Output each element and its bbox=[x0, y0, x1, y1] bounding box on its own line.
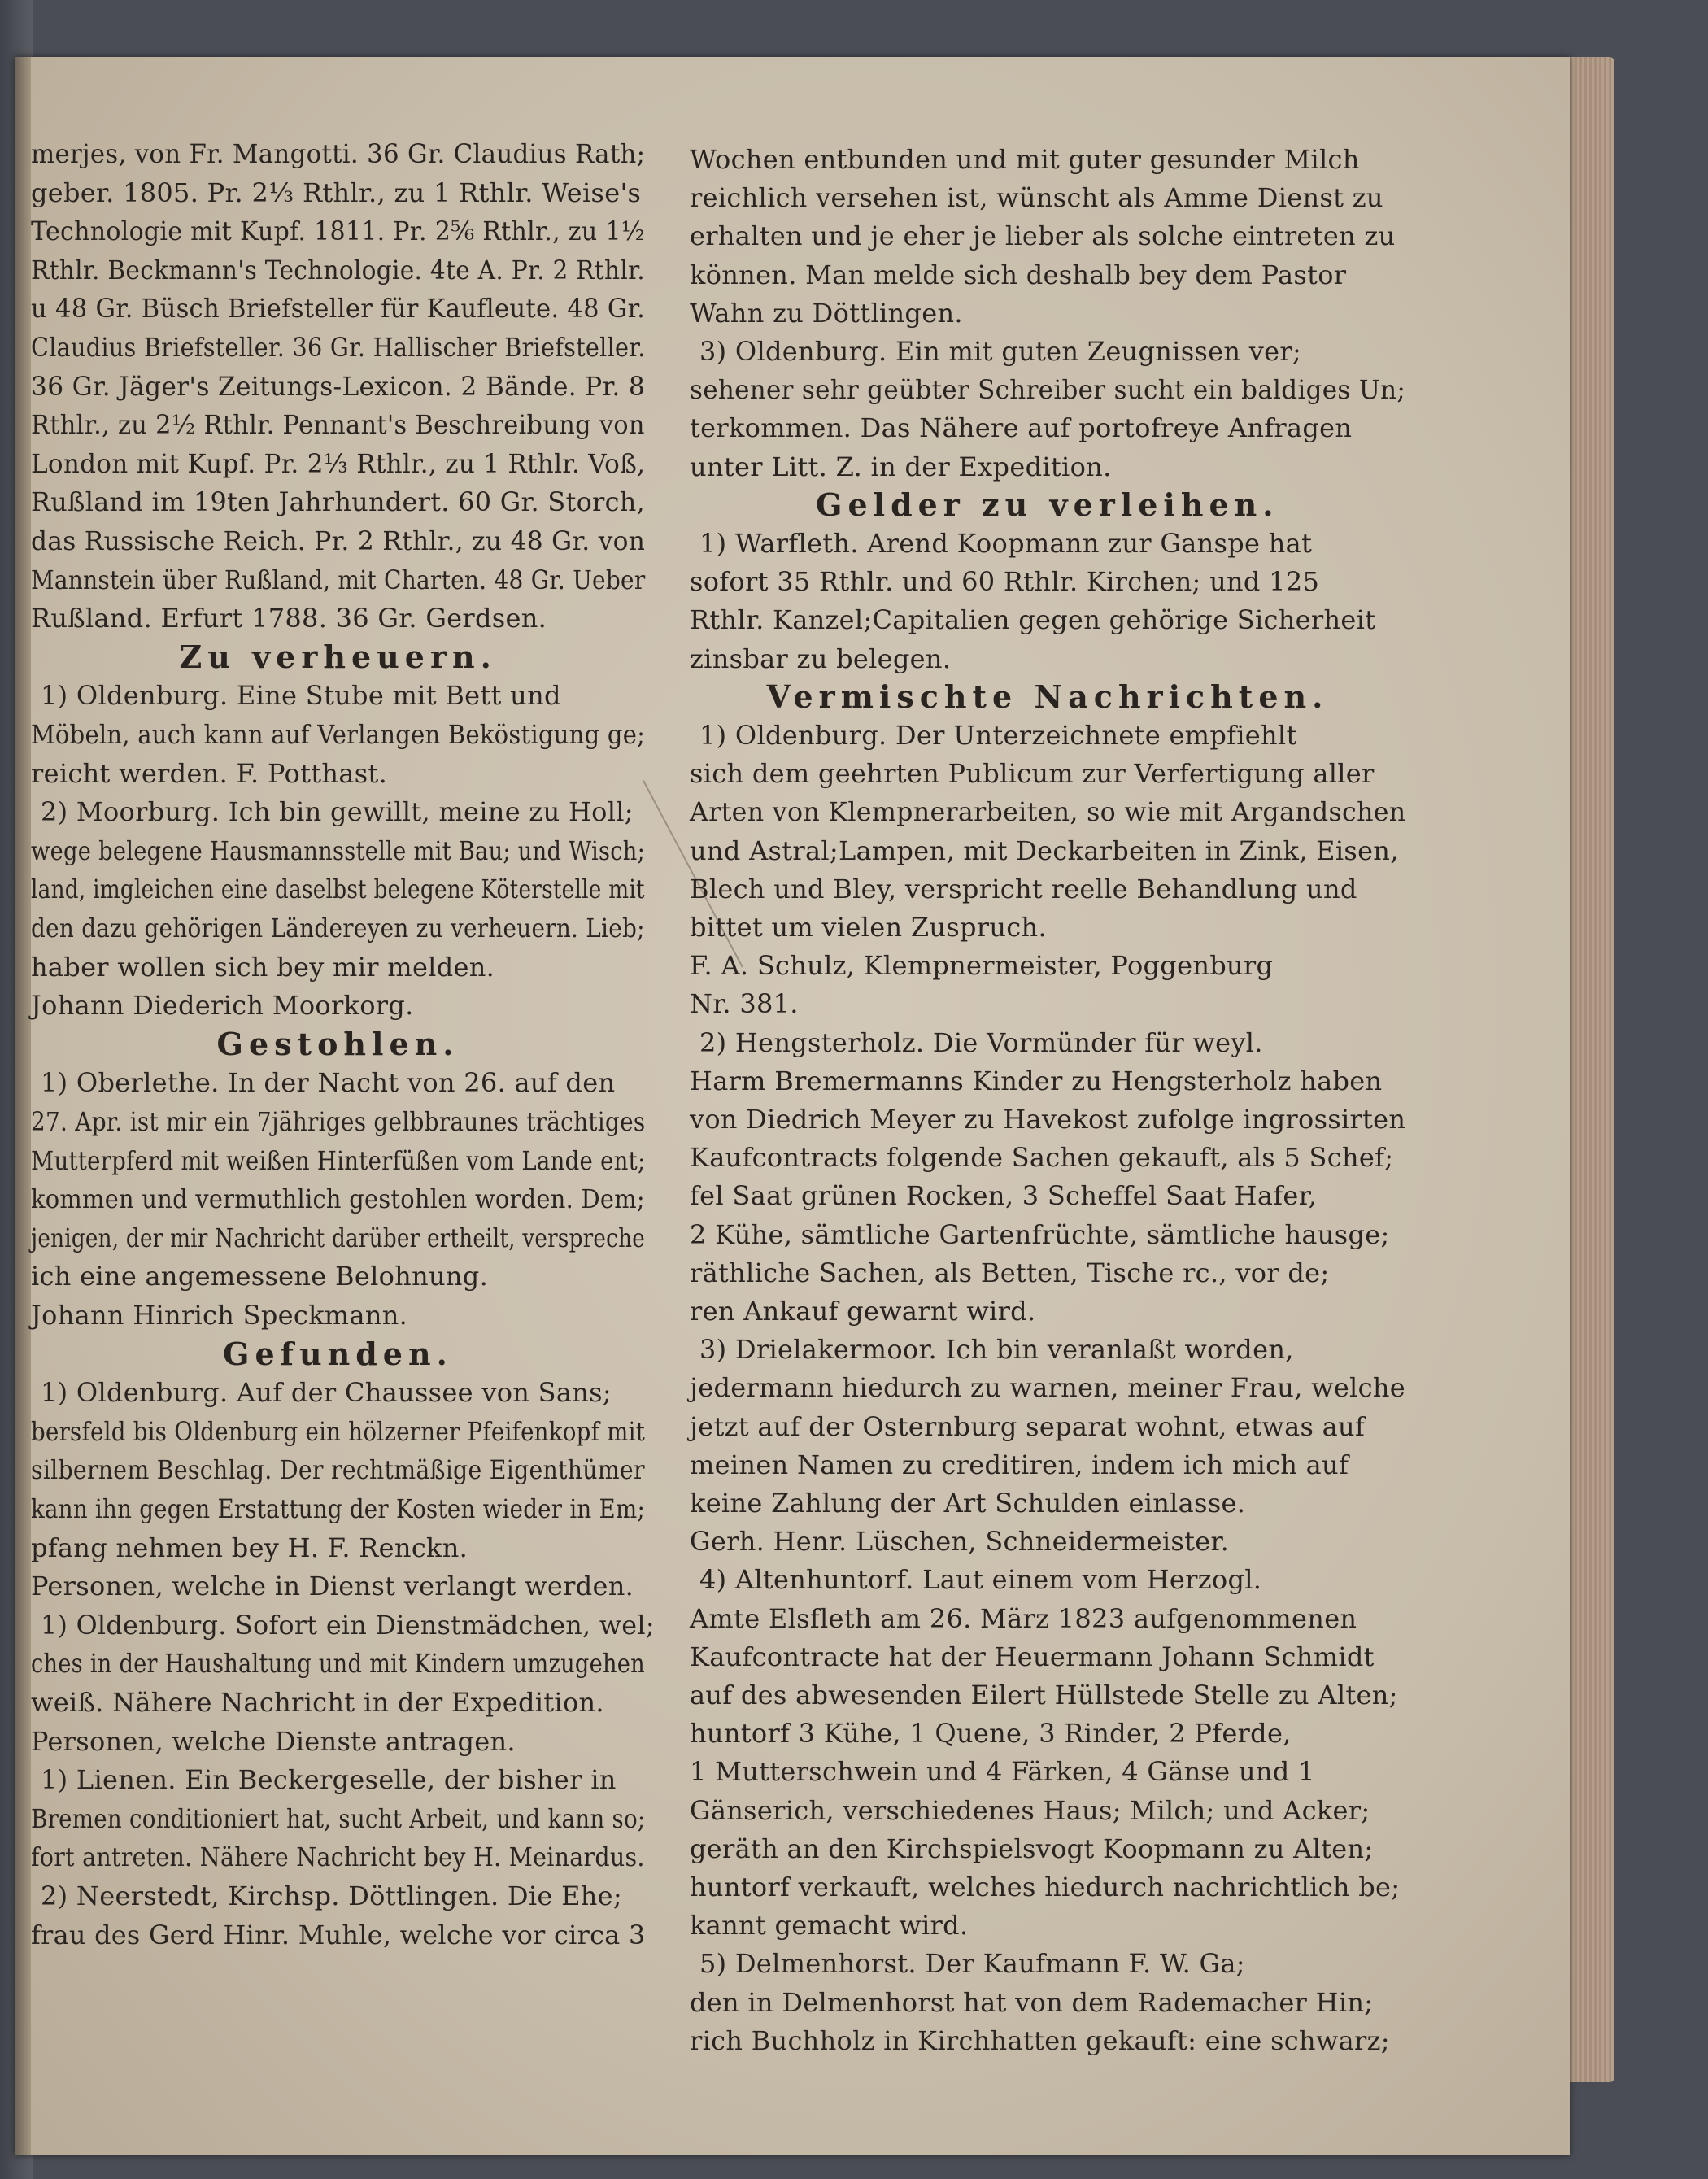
right-column-line: unter Litt. Z. in der Expedition. bbox=[690, 451, 1112, 482]
left-column-line: Technologie mit Kupf. 1811. Pr. 2⅚ Rthlr., zu 1½ bbox=[31, 216, 646, 247]
left-column-line: Personen, welche in Dienst verlangt werden. bbox=[31, 1571, 634, 1602]
right-column-line: 2) Hengsterholz. Die Vormünder für weyl. bbox=[699, 1026, 1263, 1058]
right-column-line: keine Zahlung der Art Schulden einlasse. bbox=[690, 1488, 1246, 1519]
right-column-line: sich dem geehrten Publicum zur Verfertigung aller bbox=[690, 758, 1375, 790]
right-column-line: Harm Bremermanns Kinder zu Hengsterholz haben bbox=[690, 1065, 1383, 1096]
section-heading: Gestohlen. bbox=[216, 1025, 460, 1062]
left-column-line: silbernem Beschlag. Der rechtmäßige Eigenthümer bbox=[31, 1454, 645, 1486]
left-column-line: wege belegene Hausmannsstelle mit Bau; und Wisch; bbox=[31, 835, 646, 866]
right-column-line: auf des abwesenden Eilert Hüllstede Stelle zu Alten; bbox=[690, 1680, 1398, 1711]
left-column-line: 1) Oldenburg. Auf der Chaussee von Sans; bbox=[41, 1377, 612, 1409]
right-column-line: huntorf verkauft, welches hiedurch nachrichtlich be; bbox=[690, 1872, 1401, 1902]
left-column-line: Rthlr., zu 2½ Rthlr. Pennant's Beschreibung von bbox=[31, 409, 645, 441]
left-column-line: Mannstein über Rußland, mit Charten. 48 Gr. Ueber bbox=[31, 564, 646, 595]
left-column-line: Johann Hinrich Speckmann. bbox=[31, 1300, 408, 1331]
right-column-line: 3) Oldenburg. Ein mit guten Zeugnissen ver; bbox=[699, 336, 1302, 367]
binding-gutter bbox=[15, 57, 31, 2155]
right-column-line: Kaufcontracts folgende Sachen gekauft, als 5 Schef; bbox=[690, 1142, 1394, 1174]
right-column-line: huntorf 3 Kühe, 1 Quene, 3 Rinder, 2 Pferde, bbox=[690, 1718, 1292, 1750]
right-column-line: rich Buchholz in Kirchhatten gekauft: eine schwarz; bbox=[690, 2024, 1390, 2056]
right-column-line: terkommen. Das Nähere auf portofreye Anfragen bbox=[690, 412, 1353, 444]
left-column-line: u 48 Gr. Büsch Briefsteller für Kaufleute. 48 Gr. bbox=[31, 293, 646, 325]
left-column-line: 27. Apr. ist mir ein 7jähriges gelbbraunes trächtiges bbox=[31, 1106, 646, 1137]
right-column-line: bittet um vielen Zuspruch. bbox=[690, 912, 1047, 943]
right-column-line: Amte Elsfleth am 26. März 1823 aufgenommenen bbox=[690, 1602, 1357, 1634]
left-column-line: London mit Kupf. Pr. 2⅓ Rthlr., zu 1 Rthlr. Voß, bbox=[31, 447, 646, 479]
right-column-line: und Astral;Lampen, mit Deckarbeiten in Zink, Eisen, bbox=[690, 835, 1399, 866]
section-heading: Vermischte Nachrichten. bbox=[766, 678, 1329, 715]
left-column-line: Bremen conditioniert hat, sucht Arbeit, und kann so; bbox=[31, 1802, 646, 1834]
left-column-line: frau des Gerd Hinr. Muhle, welche vor circa 3 bbox=[31, 1919, 646, 1950]
right-column-line: Gänserich, verschiedenes Haus; Milch; und Acker; bbox=[690, 1794, 1370, 1826]
left-column-line: reicht werden. F. Potthast. bbox=[31, 757, 388, 789]
left-column-line: Mutterpferd mit weißen Hinterfüßen vom Lande ent; bbox=[31, 1144, 646, 1176]
left-column-line: Claudius Briefsteller. 36 Gr. Hallischer Briefsteller. bbox=[31, 332, 646, 363]
section-heading: Gefunden. bbox=[223, 1335, 453, 1372]
left-column-line: geber. 1805. Pr. 2⅓ Rthlr., zu 1 Rthlr. Weise's bbox=[31, 176, 642, 208]
left-column-line: bersfeld bis Oldenburg ein hölzerner Pfeifenkopf mit bbox=[31, 1415, 646, 1447]
left-column-line: Rußland. Erfurt 1788. 36 Gr. Gerdsen. bbox=[31, 603, 547, 634]
left-column-line: merjes, von Fr. Mangotti. 36 Gr. Claudius Rath; bbox=[31, 138, 646, 169]
right-column-line: Rthlr. Kanzel;Capitalien gegen gehörige Sicherheit bbox=[690, 604, 1376, 636]
right-column-line: geräth an den Kirchspielsvogt Koopmann zu Alten; bbox=[690, 1833, 1374, 1864]
left-column-line: 1) Lienen. Ein Beckergeselle, der bisher in bbox=[41, 1764, 617, 1796]
section-heading: Zu verheuern. bbox=[179, 638, 497, 675]
right-column-line: Gerh. Henr. Lüschen, Schneidermeister. bbox=[690, 1526, 1230, 1558]
right-column-line: zinsbar zu belegen. bbox=[690, 643, 952, 674]
left-column-line: fort antreten. Nähere Nachricht bey H. Meinardus. bbox=[31, 1841, 645, 1873]
left-column-line: jenigen, der mir Nachricht darüber ertheilt, verspreche bbox=[31, 1222, 645, 1253]
left-column-line: ches in der Haushaltung und mit Kindern umzugehen bbox=[31, 1648, 645, 1680]
left-column-line: pfang nehmen bey H. F. Renckn. bbox=[31, 1532, 468, 1563]
right-column-line: F. A. Schulz, Klempnermeister, Poggenburg bbox=[690, 950, 1274, 982]
right-column-line: Arten von Klempnerarbeiten, so wie mit Argandschen bbox=[690, 796, 1406, 828]
left-column-line: 1) Oldenburg. Sofort ein Dienstmädchen, wel; bbox=[41, 1609, 655, 1641]
right-column-line: 1) Oldenburg. Der Unterzeichnete empfiehlt bbox=[699, 720, 1297, 751]
right-column-line: 1) Warfleth. Arend Koopmann zur Ganspe hat bbox=[699, 528, 1313, 559]
right-column-line: erhalten und je eher je lieber als solche eintreten zu bbox=[690, 220, 1396, 252]
left-column-line: haber wollen sich bey mir melden. bbox=[31, 951, 495, 983]
right-column-line: jetzt auf der Osternburg separat wohnt, etwas auf bbox=[690, 1410, 1366, 1442]
left-column-line: 1) Oberlethe. In der Nacht von 26. auf den bbox=[41, 1067, 616, 1099]
right-column-line: Wochen entbunden und mit guter gesunder Milch bbox=[690, 144, 1360, 175]
section-heading: Gelder zu verleihen. bbox=[816, 486, 1279, 523]
left-column-line: kommen und vermuthlich gestohlen worden. Dem; bbox=[31, 1183, 645, 1215]
left-column-line: 2) Moorburg. Ich bin gewillt, meine zu Holl; bbox=[41, 796, 634, 828]
left-column-line: 2) Neerstedt, Kirchsp. Döttlingen. Die Ehe; bbox=[41, 1880, 622, 1911]
right-column-line: kannt gemacht wird. bbox=[690, 1910, 969, 1941]
right-column-line: räthliche Sachen, als Betten, Tische rc., vor de; bbox=[690, 1257, 1330, 1288]
left-column-line: Rthlr. Beckmann's Technologie. 4te A. Pr. 2 Rthlr. bbox=[31, 254, 645, 285]
right-column-line: 3) Drielakermoor. Ich bin veranlaßt worden, bbox=[699, 1334, 1294, 1366]
left-column-line: kann ihn gegen Erstattung der Kosten wieder in Em; bbox=[31, 1493, 646, 1524]
left-column-line: weiß. Nähere Nachricht in der Expedition. bbox=[31, 1687, 604, 1718]
right-column-line: Nr. 381. bbox=[690, 988, 799, 1020]
left-column-line: ich eine angemessene Belohnung. bbox=[31, 1261, 489, 1292]
right-column-line: ren Ankauf gewarnt wird. bbox=[690, 1296, 1036, 1327]
right-column-line: Kaufcontracte hat der Heuermann Johann Schmidt bbox=[690, 1641, 1375, 1672]
left-column-line: Personen, welche Dienste antragen. bbox=[31, 1725, 516, 1757]
right-column-line: fel Saat grünen Rocken, 3 Scheffel Saat Hafer, bbox=[690, 1180, 1318, 1212]
left-column-line: Johann Diederich Moorkorg. bbox=[31, 990, 414, 1022]
right-column-line: sehener sehr geübter Schreiber sucht ein baldiges Un; bbox=[690, 374, 1406, 406]
left-column-line: Rußland im 19ten Jahrhundert. 60 Gr. Storch, bbox=[31, 486, 646, 518]
left-column-line: land, imgleichen eine daselbst belegene Köterstelle mit bbox=[31, 874, 645, 905]
right-column-line: den in Delmenhorst hat von dem Rademacher Hin; bbox=[690, 1986, 1374, 2018]
right-column-line: 4) Altenhuntorf. Laut einem vom Herzogl. bbox=[699, 1564, 1262, 1596]
right-column-line: jedermann hiedurch zu warnen, meiner Frau, welche bbox=[690, 1372, 1405, 1404]
right-column-line: meinen Namen zu creditiren, indem ich mich auf bbox=[690, 1449, 1349, 1480]
right-column-line: sofort 35 Rthlr. und 60 Rthlr. Kirchen; und 125 bbox=[690, 566, 1320, 598]
right-column-line: reichlich versehen ist, wünscht als Amme Dienst zu bbox=[690, 182, 1383, 214]
right-column-line: von Diedrich Meyer zu Havekost zufolge ingrossirten bbox=[690, 1104, 1406, 1135]
left-column-line: 36 Gr. Jäger's Zeitungs-Lexicon. 2 Bände. Pr. 8 bbox=[31, 370, 646, 402]
right-column-line: 5) Delmenhorst. Der Kaufmann F. W. Ga; bbox=[699, 1948, 1245, 1980]
left-column-line: das Russische Reich. Pr. 2 Rthlr., zu 48 Gr. von bbox=[31, 525, 646, 556]
right-column-line: 1 Mutterschwein und 4 Färken, 4 Gänse und 1 bbox=[690, 1756, 1315, 1788]
right-column-line: Blech und Bley, verspricht reelle Behandlung und bbox=[690, 873, 1357, 904]
right-column-line: 2 Kühe, sämtliche Gartenfrüchte, sämtliche hausge; bbox=[690, 1218, 1390, 1250]
left-column-line: den dazu gehörigen Ländereyen zu verheuern. Lieb; bbox=[31, 913, 645, 944]
left-column-line: 1) Oldenburg. Eine Stube mit Bett und bbox=[41, 680, 561, 712]
right-column-line: können. Man melde sich deshalb bey dem Pastor bbox=[690, 259, 1347, 290]
left-column-line: Möbeln, auch kann auf Verlangen Beköstigung ge; bbox=[31, 719, 646, 750]
right-column-line: Wahn zu Döttlingen. bbox=[690, 297, 963, 329]
